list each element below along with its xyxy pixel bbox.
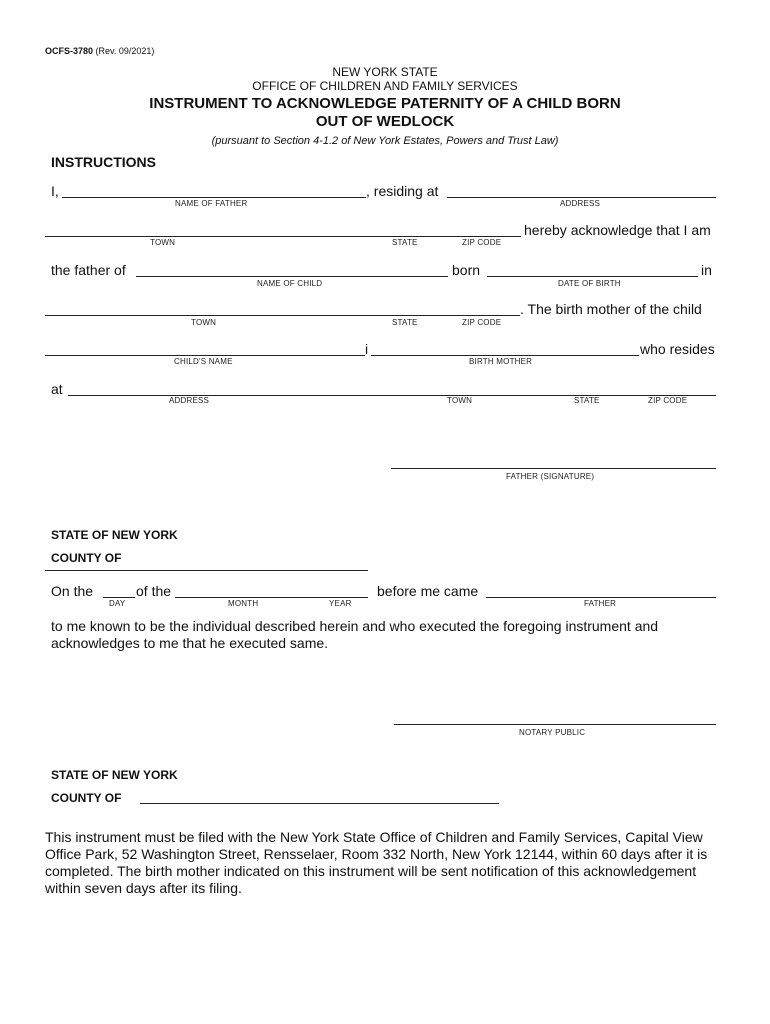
label-state: STATE [392,318,418,327]
label-year: YEAR [329,599,352,608]
label-notary-public: NOTARY PUBLIC [519,728,586,737]
label-town: TOWN [447,396,473,405]
notary-public-signature-field[interactable] [394,724,716,725]
state-heading: STATE OF NEW YORK [51,528,178,542]
label-father: FATHER [584,599,617,608]
filing-line2: Office Park, 52 Washington Street, Rensselaer, Room 332 North, New York 12144, within 60 days after it is [45,846,708,862]
birth-town-state-zip-field[interactable] [45,315,520,316]
county-field[interactable] [45,570,368,571]
label-date-of-birth: DATE OF BIRTH [558,279,621,288]
label-address: ADDRESS [560,199,601,208]
birth-mother-field[interactable] [371,355,639,356]
filing-line3: completed. The birth mother indicated on this instrument will be sent notification of this acknowledgement [45,863,697,879]
day-field[interactable] [103,597,135,598]
form-title-line2: OUT OF WEDLOCK [315,113,455,130]
month-year-field[interactable] [175,597,368,598]
filing-line1: This instrument must be filed with the New York State Office of Children and Family Services, Capital View [45,829,703,845]
row6-prefix: at [51,381,63,397]
row3-prefix: the father of [51,262,126,278]
county-heading-2: COUNTY OF [51,791,122,805]
row3-mid: born [452,262,481,278]
notary-statement-line2: acknowledges to me that he executed same. [51,635,329,651]
row5-mid: i [365,341,369,357]
of-the-text: of the [136,583,172,599]
label-town: TOWN [191,318,217,327]
father-town-state-zip-field[interactable] [45,236,521,237]
notary-statement [51,618,658,652]
form-subtitle: (pursuant to Section 4-1.2 of New York Estates, Powers and Trust Law) [211,135,559,147]
row3-suffix: in [701,262,712,278]
form-title-line1: INSTRUMENT TO ACKNOWLEDGE PATERNITY OF A CHILD BORN [149,95,621,112]
row5-suffix: who resides [640,341,715,357]
label-state: STATE [392,238,418,247]
form-id [45,46,154,56]
label-month: MONTH [228,599,259,608]
father-signature-field[interactable] [391,468,716,469]
mother-residence-field[interactable] [68,395,716,396]
notary-statement-line1: to me known to be the individual described herein and who executed the foregoing instrument and [51,618,659,634]
label-childs-name: CHILD'S NAME [174,357,233,366]
label-day: DAY [109,599,126,608]
county-field-2[interactable] [140,803,499,804]
form-revision: (Rev. 09/2021) [95,46,155,56]
before-me-text: before me came [377,583,479,599]
row1-prefix: I, [51,183,59,199]
form-code: OCFS-3780 [45,46,94,56]
state-heading-2: STATE OF NEW YORK [51,768,178,782]
label-town: TOWN [150,238,176,247]
row2-suffix: hereby acknowledge that I am [524,222,711,238]
childs-name-field[interactable] [45,355,365,356]
label-address: ADDRESS [169,396,210,405]
filing-line4: within seven days after its filing. [45,880,242,896]
row4-suffix: . The birth mother of the child [520,301,702,317]
label-name-of-father: NAME OF FATHER [175,199,248,208]
date-of-birth-field[interactable] [487,276,698,277]
label-state: STATE [574,396,600,405]
instructions-heading: INSTRUCTIONS [51,154,156,170]
label-father-signature: FATHER (SIGNATURE) [506,472,595,481]
label-zip: ZIP CODE [462,318,502,327]
label-zip: ZIP CODE [462,238,502,247]
county-heading: COUNTY OF [51,551,122,565]
father-name-field[interactable] [62,197,366,198]
label-name-of-child: NAME OF CHILD [257,279,323,288]
on-the-text: On the [51,583,94,599]
child-name-field[interactable] [136,276,448,277]
father-came-field[interactable] [486,597,716,598]
header-state: NEW YORK STATE [332,65,438,79]
label-birth-mother: BIRTH MOTHER [469,357,533,366]
label-zip: ZIP CODE [648,396,688,405]
filing-instructions [45,829,707,897]
father-address-field[interactable] [447,197,716,198]
header-agency: OFFICE OF CHILDREN AND FAMILY SERVICES [252,79,518,93]
row1-mid: , residing at [366,183,439,199]
